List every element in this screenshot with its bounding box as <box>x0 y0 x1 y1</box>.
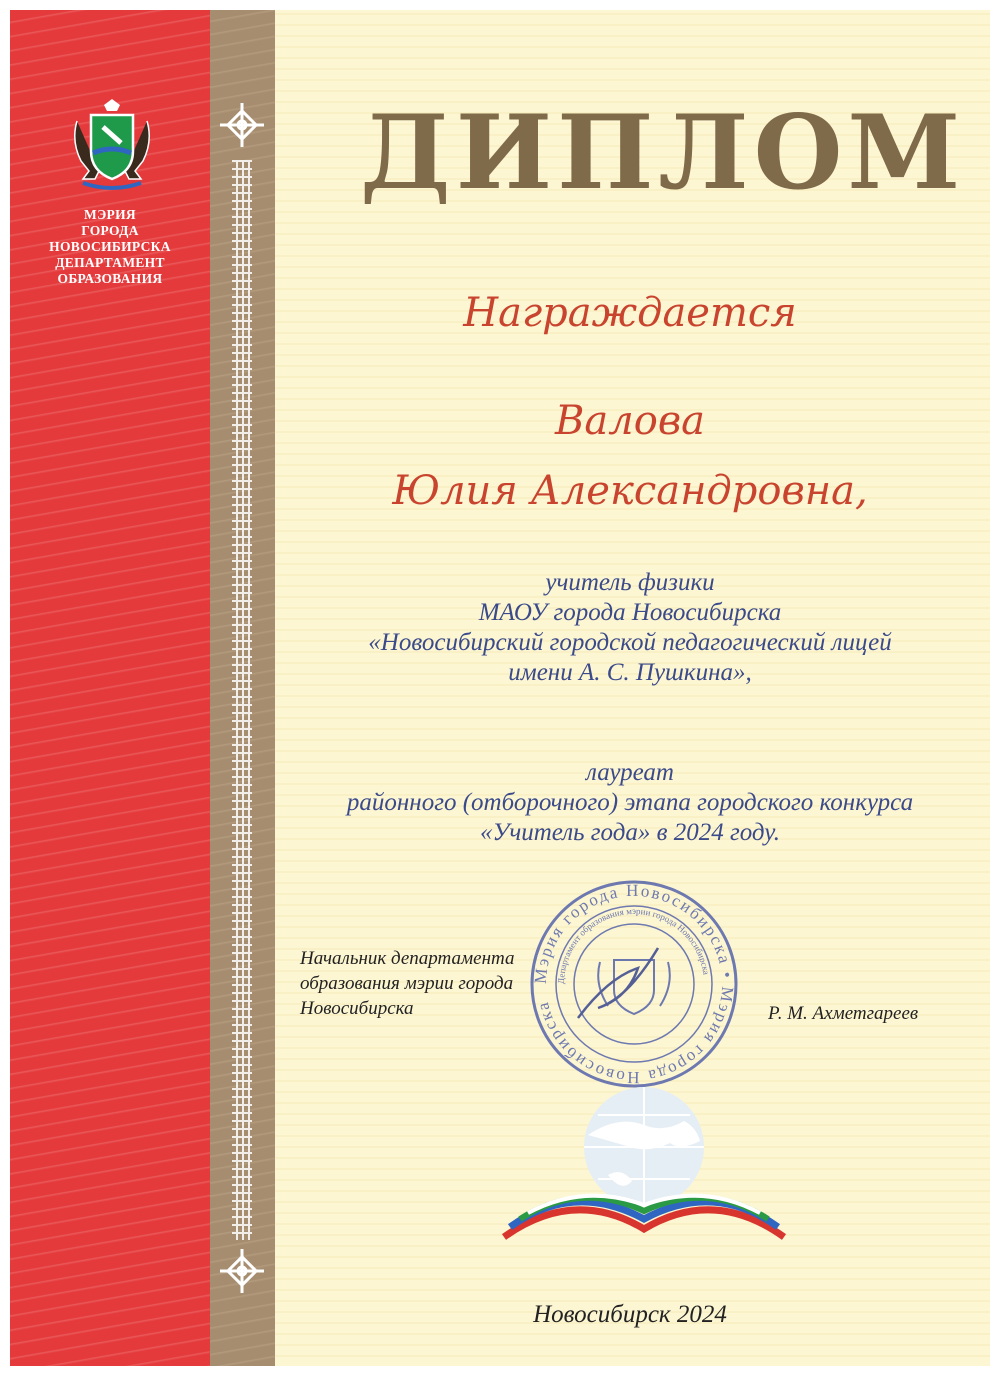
svg-text:Мэрия города Новосибирска • Мэ: Мэрия города Новосибирска • Мэрия города Новосибирска <box>530 880 738 1088</box>
issuer-line: МЭРИЯ <box>84 207 136 222</box>
achievement-line: лауреат <box>586 759 674 786</box>
issuer-line: ДЕПАРТАМЕНТ <box>55 255 165 270</box>
position-line: образования мэрии города <box>300 973 514 994</box>
official-stamp <box>528 878 740 1090</box>
signatory-name: Р. М. Ахметгареев <box>768 1003 919 1024</box>
ornament-strip <box>232 160 252 1240</box>
issuer-name <box>20 207 200 287</box>
ornament-knot-icon <box>217 1246 267 1296</box>
recipient-surname: Валова <box>555 398 705 444</box>
position-line: Начальник департамента <box>300 948 515 969</box>
achievement <box>290 758 970 848</box>
awarded-label: Награждается <box>463 290 797 336</box>
achievement-line: «Учитель года» в 2024 году. <box>480 819 780 846</box>
details-line: МАОУ города Новосибирска <box>478 599 782 626</box>
place-and-year: Новосибирск 2024 <box>533 1301 727 1328</box>
details-line: «Новосибирский городской педагогический лицей <box>368 629 892 656</box>
svg-text:Департамент образования мэрии: Департамент образования мэрии города Новосибирска <box>555 905 712 985</box>
recipient-given-names: Юлия Александровна, <box>392 468 868 514</box>
coat-of-arms-icon <box>67 95 157 191</box>
position-line: Новосибирска <box>300 998 414 1019</box>
issuer-line: ОБРАЗОВАНИЯ <box>57 271 163 286</box>
recipient-details <box>290 568 970 688</box>
achievement-line: районного (отборочного) этапа городского конкурса <box>346 789 914 816</box>
ornament-knot-icon <box>217 100 267 150</box>
diploma-title: ДИПЛОМ <box>360 93 966 213</box>
globe-book-emblem <box>498 1085 790 1245</box>
issuer-line: ГОРОДА <box>81 223 139 238</box>
details-line: учитель физики <box>545 569 715 596</box>
issuer-line: НОВОСИБИРСКА <box>49 239 171 254</box>
signatory-position <box>300 946 560 1021</box>
details-line: имени А. С. Пушкина», <box>508 659 752 686</box>
